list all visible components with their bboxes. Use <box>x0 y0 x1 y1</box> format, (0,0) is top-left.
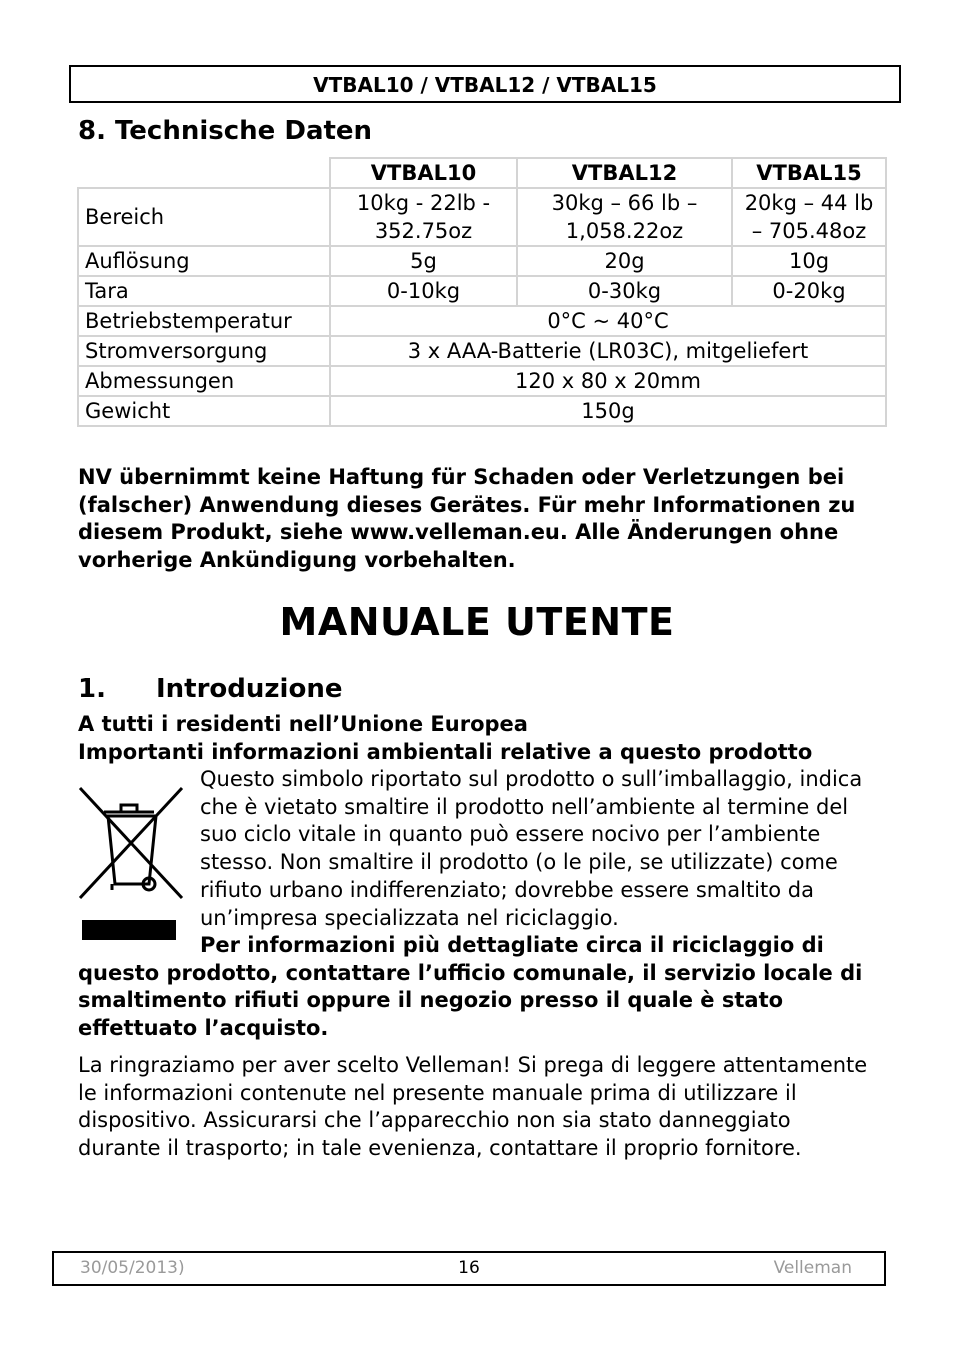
spec-row-label: Bereich <box>78 188 330 246</box>
spec-row <box>78 276 886 306</box>
spec-cell: 0-20kg <box>732 276 886 306</box>
footer-date: 30/05/2013) <box>80 1258 185 1278</box>
spec-cell: 0-10kg <box>330 276 517 306</box>
page-header <box>69 65 901 103</box>
spec-row <box>78 336 886 366</box>
spec-row <box>78 188 886 246</box>
spec-row-label: Abmessungen <box>78 366 330 396</box>
spec-row-label: Betriebstemperatur <box>78 306 330 336</box>
spec-col-header: VTBAL15 <box>732 158 886 188</box>
footer-page-number: 16 <box>458 1258 480 1278</box>
section-title-text: Introduzione <box>156 674 343 704</box>
spec-row-label: Stromversorgung <box>78 336 330 366</box>
spec-cell: 0-30kg <box>517 276 732 306</box>
spec-cell: 10kg - 22lb - 352.75oz <box>330 188 517 246</box>
spec-row-label: Auflösung <box>78 246 330 276</box>
disclaimer-text: NV übernimmt keine Haftung für Schaden oder Verletzungen bei (falscher) Anwendung dieses Gerätes. Für mehr Informationen zu diesem Produkt, siehe www.velleman.eu. Alle Änderungen ohne vorherige Ankündigung vorbehalten. <box>78 465 856 572</box>
section-number: 1. <box>78 674 106 704</box>
spec-cell: 5g <box>330 246 517 276</box>
crossed-out-wheelie-bin-icon <box>78 786 184 942</box>
spec-header-empty <box>78 158 330 188</box>
environment-paragraph: Questo simbolo riportato sul prodotto o sull’imballaggio, indica che è vietato smaltire il prodotto nell’ambiente al termine del suo ciclo vitale in quanto può essere nocivo per l’ambiente stesso. Non smaltire il prodotto (o le pile, se utilizzate) come rifiuto urbano indifferenziato; dovrebbe essere smaltito da un’impresa specializzata nel riciclaggio. <box>200 767 863 930</box>
spec-cell-merged: 3 x AAA-Batterie (LR03C), mitgeliefert <box>330 336 886 366</box>
spec-table <box>77 157 887 427</box>
spec-header-row <box>78 158 886 188</box>
spec-col-header: VTBAL10 <box>330 158 517 188</box>
page-footer <box>52 1251 886 1286</box>
section-title-introduction <box>78 674 342 704</box>
header-title: VTBAL10 / VTBAL12 / VTBAL15 <box>313 73 657 97</box>
section-title-technical-data: 8. Technische Daten <box>78 116 373 146</box>
spec-col-header: VTBAL12 <box>517 158 732 188</box>
spec-cell: 20g <box>517 246 732 276</box>
spec-cell: 10g <box>732 246 886 276</box>
subtitle-environmental-info: Importanti informazioni ambientali relative a questo prodotto <box>78 740 813 764</box>
spec-cell-merged: 150g <box>330 396 886 426</box>
spec-row <box>78 396 886 426</box>
spec-cell: 20kg – 44 lb – 705.48oz <box>732 188 886 246</box>
footer-brand: Velleman <box>773 1258 852 1278</box>
manual-title: MANUALE UTENTE <box>279 600 675 644</box>
spec-row-label: Gewicht <box>78 396 330 426</box>
spec-cell-merged: 0°C ~ 40°C <box>330 306 886 336</box>
thanks-paragraph: La ringraziamo per aver scelto Velleman! Si prega di leggere attentamente le informazioni contenute nel presente manuale prima di utilizzare il dispositivo. Assicurarsi che l’apparecchio non sia stato danneggiato durante il trasporto; in tale evenienza, contattare il proprio fornitore. <box>78 1053 868 1161</box>
spec-row <box>78 306 886 336</box>
spec-row <box>78 246 886 276</box>
spec-cell: 30kg – 66 lb – 1,058.22oz <box>517 188 732 246</box>
spec-cell-merged: 120 x 80 x 20mm <box>330 366 886 396</box>
spec-row <box>78 366 886 396</box>
environment-contact-paragraph: Per informazioni più dettagliate circa il riciclaggio di questo prodotto, contattare l’ufficio comunale, il servizio locale di smaltimento rifiuti oppure il negozio presso il quale è stato effettuato l’acquisto. <box>78 933 863 1041</box>
subtitle-eu-residents: A tutti i residenti nell’Unione Europea <box>78 712 528 736</box>
spec-row-label: Tara <box>78 276 330 306</box>
